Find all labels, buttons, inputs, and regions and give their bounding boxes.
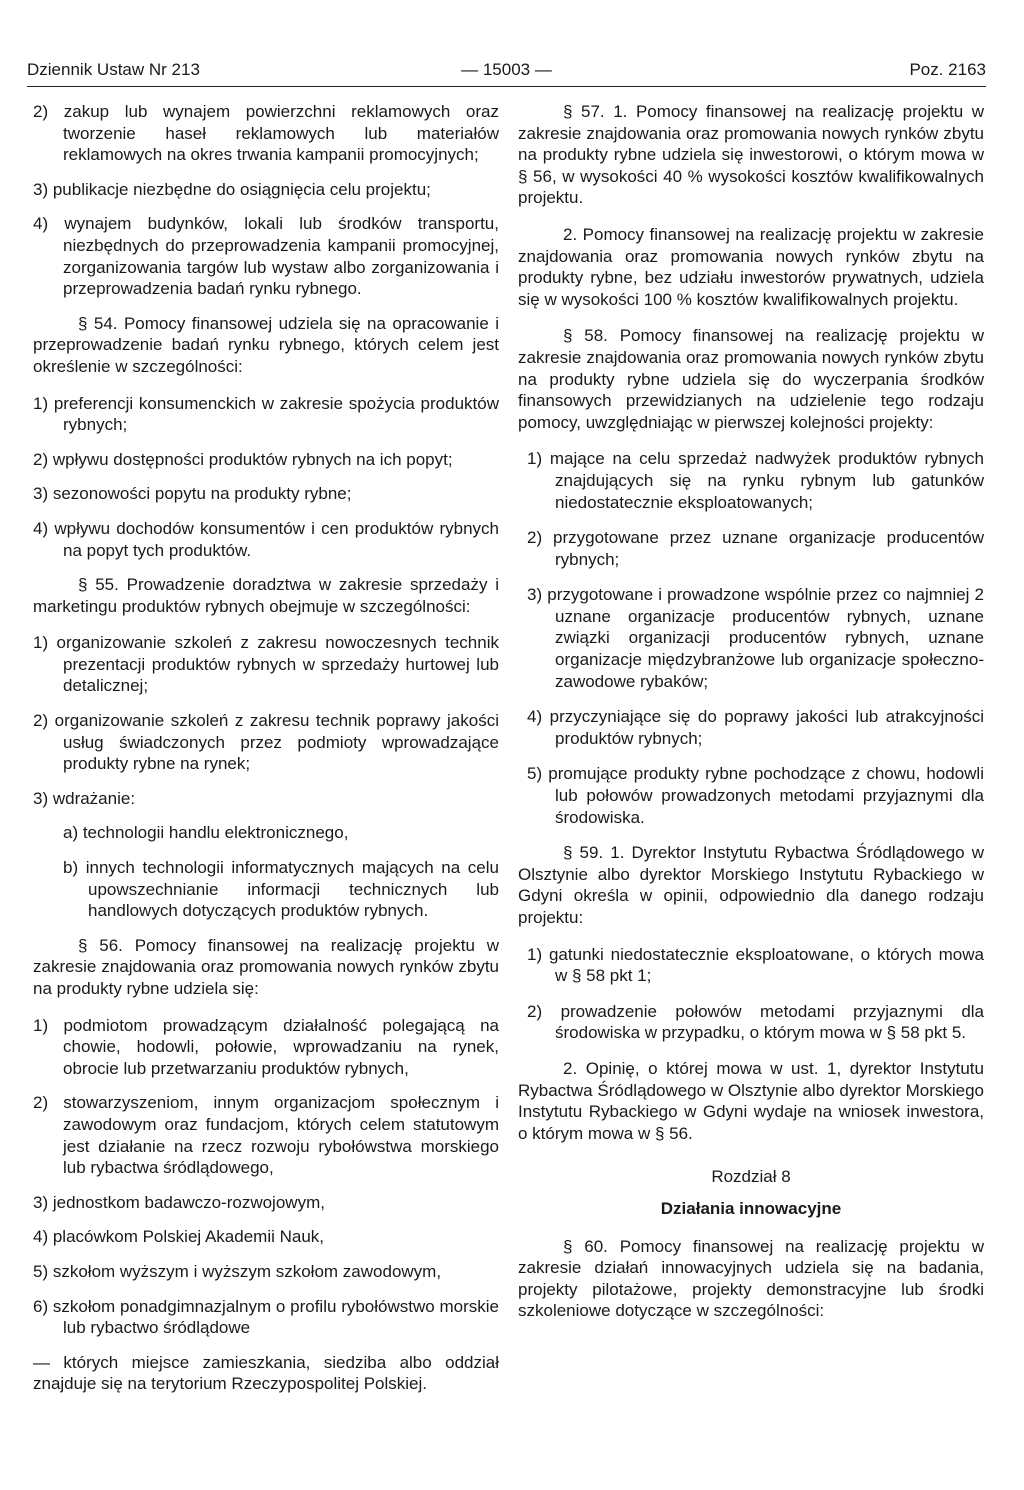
- left-column: [33, 101, 499, 1408]
- chapter-title: Działania innowacyjne: [660, 1198, 842, 1218]
- list-item: 4) wynajem budynków, lokali lub środków transportu, niezbędnych do przeprowadzenia kampanii promocyjnej, zorganizowania targów lub wystaw albo zorganizowania i przeprowadzenia badań rynku rybnego.: [33, 214, 499, 299]
- list-item: 2) organizowanie szkoleń z zakresu technik poprawy jakości usług świadczonych przez podmioty wprowadzające produkty rybne na rynek;: [33, 711, 499, 774]
- paragraph-59-2: 2. Opinię, o której mowa w ust. 1, dyrektor Instytutu Rybactwa Śródlądowego w Olsztynie albo dyrektor Morskiego Instytutu Rybackiego w Gdyni wydaje na wniosek inwestora, o którym mowa w § 56.: [518, 1058, 984, 1143]
- list-item: 1) mające na celu sprzedaż nadwyżek produktów rybnych znajdujących się na rynku rybnym lub gatunków niedostatecznie eksploatowanych;: [527, 449, 984, 512]
- page-number: — 15003 —: [461, 60, 552, 79]
- list-item: 5) promujące produkty rybne pochodzące z chowu, hodowli lub połowów prowadzonych metodami przyjaznymi dla środowiska.: [527, 764, 984, 827]
- list-item: 3) jednostkom badawczo-rozwojowym,: [33, 1192, 325, 1212]
- list-item: 4) wpływu dochodów konsumentów i cen produktów rybnych na popyt tych produktów.: [33, 518, 499, 560]
- list-item: 2) prowadzenie połowów metodami przyjaznymi dla środowiska w przypadku, o którym mowa w § 58 pkt 5.: [527, 1001, 984, 1043]
- paragraph-60: § 60. Pomocy finansowej na realizację projektu w zakresie działań innowacyjnych udziela się na badania, projekty pilotażowe, projekty demonstracyjne lub środki szkoleniowe dotyczące w szczególności:: [518, 1236, 984, 1321]
- list-item: 3) sezonowości popytu na produkty rybne;: [33, 484, 352, 504]
- journal-title: Dziennik Ustaw Nr 213: [27, 60, 200, 79]
- closing-clause: — których miejsce zamieszkania, siedziba albo oddział znajduje się na terytorium Rzeczypospolitej Polskiej.: [33, 1352, 499, 1394]
- list-item: 3) publikacje niezbędne do osiągnięcia celu projektu;: [33, 179, 431, 199]
- list-item: 2) zakup lub wynajem powierzchni reklamowych oraz tworzenie haseł reklamowych lub materiałów reklamowych na okres trwania kampanii promocyjnych;: [33, 102, 499, 165]
- page-header: [27, 60, 986, 87]
- list-item: 6) szkołom ponadgimnazjalnym o profilu rybołówstwo morskie lub rybactwo śródlądowe: [33, 1296, 499, 1338]
- list-item: 4) przyczyniające się do poprawy jakości lub atrakcyjności produktów rybnych;: [527, 707, 984, 748]
- sub-list-item: b) innych technologii informatycznych mających na celu upowszechnianie informacji technicznych lub handlowych dotyczących produktów rybnych.: [63, 858, 499, 921]
- paragraph-57-2: 2. Pomocy finansowej na realizację projektu w zakresie znajdowania oraz promowania nowych rynków zbytu na produkty rybne, bez udziału inwestorów prywatnych, udziela się w wysokości 100 % kosztów kwalifikowalnych projektu.: [518, 224, 984, 309]
- list-item: 4) placówkom Polskiej Akademii Nauk,: [33, 1227, 325, 1247]
- chapter-number: Rozdział 8: [711, 1167, 791, 1187]
- paragraph-57-1: § 57. 1. Pomocy finansowej na realizację projektu w zakresie znajdowania oraz promowania nowych rynków zbytu na produkty rybne udziela się inwestorowi, o którym mowa w § 56, w wysokości 40 % wysokości kosztów kwalifikowalnych projektu.: [518, 102, 984, 208]
- list-item: 5) szkołom wyższym i wyższym szkołom zawodowym,: [33, 1261, 442, 1281]
- list-item: 1) preferencji konsumenckich w zakresie spożycia produktów rybnych;: [33, 393, 499, 435]
- paragraph-59-1: § 59. 1. Dyrektor Instytutu Rybactwa Śródlądowego w Olsztynie albo dyrektor Morskiego Instytutu Rybackiego w Gdyni określa w opinii, odpowiednio dla danego rodzaju projektu:: [518, 843, 984, 927]
- right-column: [518, 101, 984, 1337]
- paragraph-56: § 56. Pomocy finansowej na realizację projektu w zakresie znajdowania oraz promowania nowych rynków zbytu na produkty rybne udziela się:: [33, 935, 499, 998]
- paragraph-55: § 55. Prowadzenie doradztwa w zakresie sprzedaży i marketingu produktów rybnych obejmuje w szczególności:: [33, 575, 499, 616]
- paragraph-54: § 54. Pomocy finansowej udziela się na opracowanie i przeprowadzenie badań rynku rybnego, których celem jest określenie w szczególności:: [33, 313, 499, 376]
- list-item: 1) gatunki niedostatecznie eksploatowane, o których mowa w § 58 pkt 1;: [527, 944, 984, 986]
- list-item: 2) wpływu dostępności produktów rybnych na ich popyt;: [33, 449, 453, 469]
- sub-list-item: a) technologii handlu elektronicznego,: [63, 823, 349, 843]
- list-item: 1) organizowanie szkoleń z zakresu nowoczesnych technik prezentacji produktów rybnych w sprzedaży hurtowej lub detalicznej;: [33, 633, 499, 696]
- list-item: 2) przygotowane przez uznane organizacje producentów rybnych;: [527, 528, 984, 569]
- list-item: 2) stowarzyszeniom, innym organizacjom społecznym i zawodowym oraz fundacjom, których celem statutowym jest działanie na rzecz rozwoju rybołówstwa morskiego lub rybactwa śródlądowego,: [33, 1093, 499, 1178]
- position-number: Poz. 2163: [909, 60, 986, 79]
- list-item: 1) podmiotom prowadzącym działalność polegającą na chowie, hodowli, połowie, wprowadzaniu na rynek, obrocie lub przetwarzaniu produktów rybnych,: [33, 1015, 499, 1078]
- list-item: 3) wdrażanie:: [33, 788, 136, 808]
- list-item: 3) przygotowane i prowadzone wspólnie przez co najmniej 2 uznane organizacje producentów rybnych, uznane związki organizacji producentów rybnych, uznane organizacje międzybranżowe lub organizacje społeczno-zawodowe rybaków;: [527, 585, 984, 691]
- paragraph-58: § 58. Pomocy finansowej na realizację projektu w zakresie znajdowania oraz promowania nowych rynków zbytu na produkty rybne udziela się do wyczerpania środków finansowych przewidzianych na udzielenie tego rodzaju pomocy, uwzględniając w pierwszej kolejności projekty:: [518, 326, 984, 432]
